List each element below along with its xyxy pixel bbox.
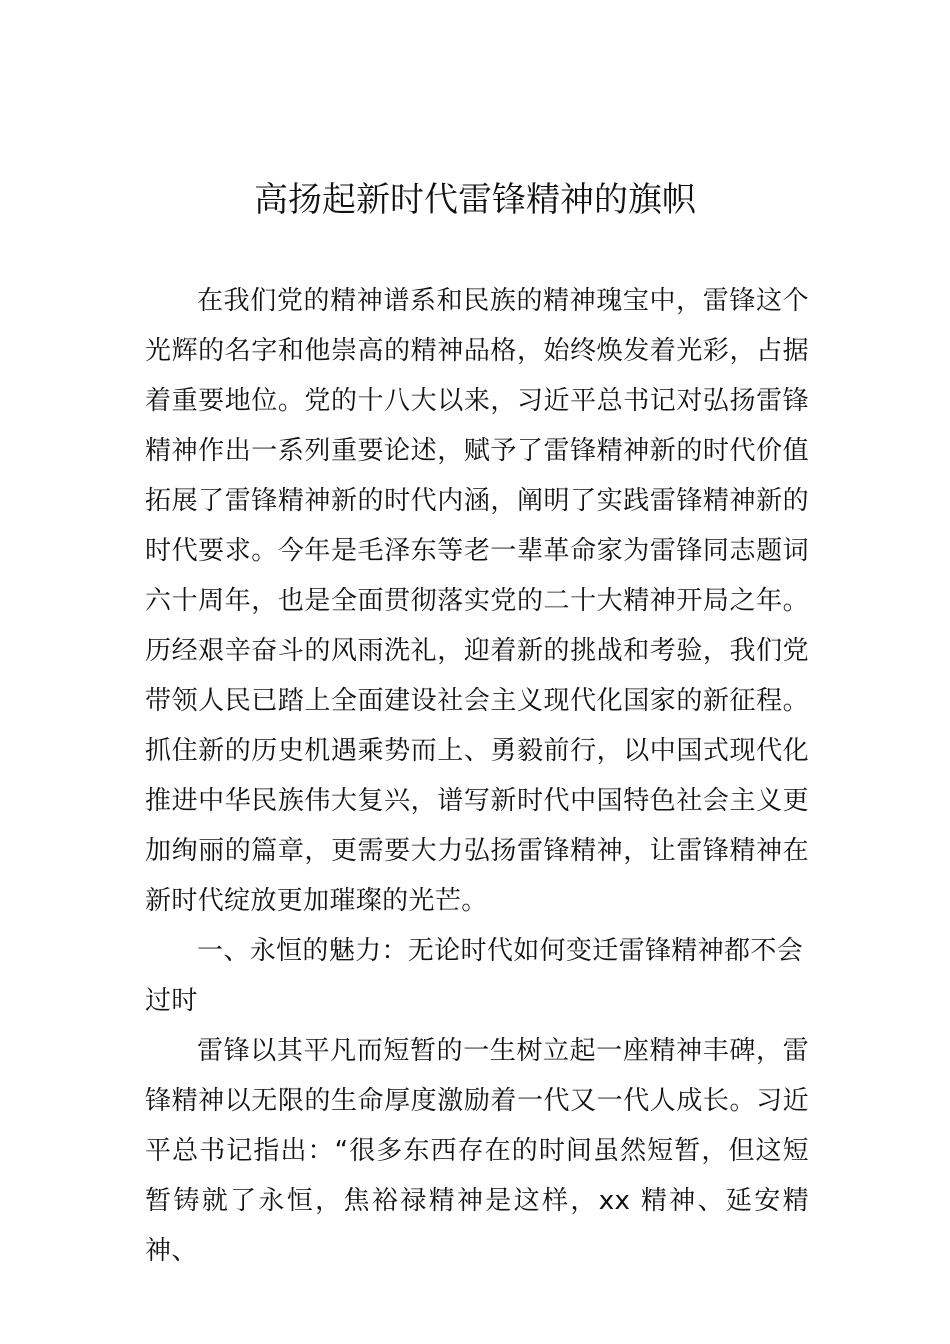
intro-paragraph: 在我们党的精神谱系和民族的精神瑰宝中，雷锋这个光辉的名字和他崇高的精神品格，始终焕发着光彩，占据着重要地位。党的十八大以来，习近平总书记对弘扬雷锋精神作出一系列重要论述，赋予了雷锋精神新的时代价值拓展了雷锋精神新的时代内涵，阐明了实践雷锋精神新的时代要求。今年是毛泽东等老一辈革命家为雷锋同志题词六十周年，也是全面贯彻落实党的二十大精神开局之年。历经艰辛奋斗的风雨洗礼，迎着新的挑战和考验，我们党带领人民已踏上全面建设社会主义现代化国家的新征程。抓住新的历史机遇乘势而上、勇毅前行，以中国式现代化推进中华民族伟大复兴，谱写新时代中国特色社会主义更加绚丽的篇章，更需要大力弘扬雷锋精神，让雷锋精神在新时代绽放更加璀璨的光芒。: [145, 286, 809, 916]
section-heading: 一、永恒的魅力：无论时代如何变迁雷锋精神都不会过时: [145, 936, 804, 1016]
document-body: [145, 276, 809, 1276]
document-title: 高扬起新时代雷锋精神的旗帜: [254, 180, 696, 220]
section-paragraph: 雷锋以其平凡而短暂的一生树立起一座精神丰碑，雷锋精神以无限的生命厚度激励着一代又一代人成长。习近平总书记指出：“很多东西存在的时间虽然短暂，但这短暂铸就了永恒，焦裕禄精神是这样，xx 精神、延安精神、: [145, 1036, 809, 1266]
